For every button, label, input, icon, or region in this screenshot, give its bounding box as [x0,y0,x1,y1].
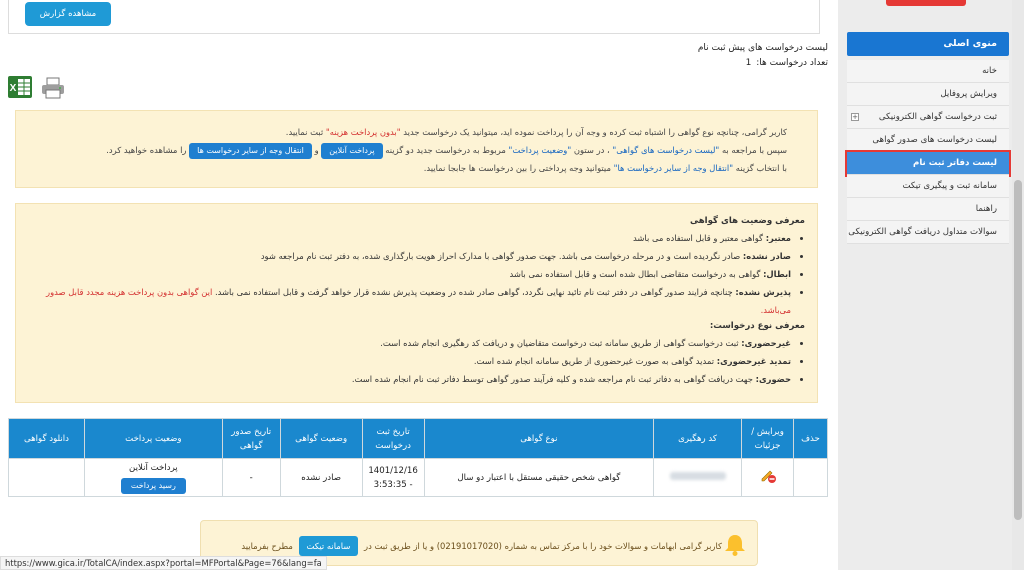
status-term: صادر نشده: [742,251,791,261]
sidebar-item-label: ثبت درخواست گواهی الکترونیکی [878,112,997,122]
col-certificate-status: وضعیت گواهی [280,419,362,459]
type-desc: جهت دریافت گواهی به دفاتر ثبت نام مراجعه شده و کلیه فرآیند صدور گواهی توسط دفاتر ثبت نام انجام شده است. [351,374,753,384]
request-type-list [28,334,805,388]
notice-line-3 [28,159,787,177]
sidebar-item-registration-offices[interactable]: لیست دفاتر ثبت نام [847,152,1009,175]
bell-icon [722,532,748,558]
requests-table [8,418,828,497]
notice-line-1 [28,123,787,141]
notice-link-text: "لیست درخواست های گواهی" [612,145,720,155]
notice-link-text: "انتقال وجه از سایر درخواست ها" [613,163,734,173]
request-types-title: معرفی نوع درخواست: [709,321,805,331]
sidebar-menu [847,60,1009,244]
sidebar-item-guide[interactable]: راهنما [847,198,1009,221]
status-desc: گواهی معتبر و قابل استفاده می باشد [632,233,764,243]
status-definitions-title: معرفی وضعیت های گواهی [690,216,805,226]
banner-text-part: مطرح بفرمایید [241,541,293,551]
support-banner-text [212,536,722,556]
status-bar-url: https://www.gica.ir/TotalCA/index.aspx?portal=MFPortal&Page=76&lang=fa [0,556,327,570]
view-report-button[interactable]: مشاهده گزارش [25,2,111,26]
sidebar-item-certificate-requests[interactable]: لیست درخواست های صدور گواهی [847,129,1009,152]
notice-text: کاربر گرامی، چنانچه نوع گواهی را اشتباه ثبت کرده و وجه آن را پرداخت نموده اید، میتوانید یک درخواست جدید [403,127,787,137]
online-payment-sample-button: پرداخت آنلاین [321,143,382,159]
status-term: ابطال: [763,269,791,279]
excel-export-icon[interactable] [8,76,32,98]
col-certificate-type: نوع گواهی [424,419,654,459]
notice-highlight: "بدون پرداخت هزینه" [325,127,401,137]
status-desc: صادر نگردیده است و در مرحله درخواست می باشد. جهت صدور گواهی با مدارک احراز هویت بارگذاری شده، به دفتر ثبت نام مراجعه شود [260,251,741,261]
col-issue-date: تاریخ صدور گواهی [222,419,280,459]
expand-plus-icon[interactable]: + [852,113,858,121]
notice-text: مربوط به درخواست جدید دو گزینه [385,145,506,155]
issue-date-cell: - [222,459,280,497]
sidebar-item-ticket-system[interactable]: سامانه ثبت و پیگیری تیکت [847,175,1009,198]
notice-text: ، در ستون [573,145,610,155]
notice-text: را مشاهده خواهید کرد. [106,145,187,155]
print-icon[interactable] [40,77,66,99]
report-panel [8,0,820,34]
certificate-type-cell: گواهی شخص حقیقی مستقل با اعتبار دو سال [424,459,654,497]
notice-text: میتوانید وجه پرداختی را بین درخواست ها جابجا نمایید. [423,163,611,173]
status-note: این گواهی بدون پرداخت هزینه مجدد قابل صدور می‌باشد. [46,287,791,315]
sidebar-item-edit-profile[interactable]: ویرایش پروفایل [847,83,1009,106]
status-term: پذیرش نشده: [735,287,791,297]
sidebar-header: منوی اصلی [847,32,1009,56]
status-definitions-panel [15,203,818,403]
type-desc: ثبت درخواست گواهی از طریق سامانه ثبت درخواست متقاضیان و دریافت کد رهگیری انجام شده است. [380,338,739,348]
notice-text: با انتخاب گزینه [735,163,787,173]
type-term: غیرحضوری: [741,338,791,348]
tracking-code-redacted [670,472,726,480]
type-item-remote-renewal [28,352,791,370]
edit-details-icon[interactable] [759,466,777,484]
col-edit: ویرایش / جزئیات [742,419,794,459]
notice-link-text: "وضعیت پرداخت" [508,145,572,155]
sidebar-item-faq[interactable]: سوالات متداول دریافت گواهی الکترونیکی [847,221,1009,244]
status-item-valid [28,229,791,247]
status-list [28,229,805,319]
certificate-status-cell: صادر نشده [280,459,362,497]
col-download: دانلود گواهی [9,419,85,459]
col-request-date: تاریخ ثبت درخواست [362,419,424,459]
payment-status-text: پرداخت آنلاین [129,463,178,473]
page-title: لیست درخواست های پیش ثبت نام [697,43,828,53]
type-term: تمدید غیرحضوری: [716,356,791,366]
edit-cell [742,459,794,497]
col-tracking-code: کد رهگیری [654,419,742,459]
request-count-value: 1 [745,58,752,68]
table-header-row [9,419,828,459]
payment-status-cell [84,459,222,497]
notice-text: ثبت نمایید. [285,127,324,137]
col-delete: حذف [794,419,828,459]
type-term: حضوری: [755,374,791,384]
notice-text: و [314,145,319,155]
sidebar-item-new-certificate[interactable] [847,106,1009,129]
col-payment-status: وضعیت پرداخت [84,419,222,459]
status-desc: گواهی به درخواست متقاضی ابطال شده است و قابل استفاده نمی باشد [509,269,761,279]
svg-text:X: X [9,83,17,94]
payment-notice [15,110,818,188]
payment-receipt-button[interactable]: رسید پرداخت [121,478,186,494]
type-desc: تمدید گواهی به صورت غیرحضوری از طریق سامانه انجام شده است. [473,356,715,366]
scrollbar-thumb[interactable] [1014,180,1022,520]
status-item-revoked [28,265,791,283]
type-item-in-person [28,370,791,388]
status-desc: چنانچه فرایند صدور گواهی در دفتر ثبت نام تائید نهایی نگردد، گواهی صادر شده در وضعیت پذیرش نشده قرار خواهد گرفت و قابل استفاده نمی باشد. [214,287,733,297]
delete-cell [794,459,828,497]
request-count-label: تعداد درخواست ها: [756,58,828,68]
top-red-button-edge[interactable] [886,0,966,6]
status-term: معتبر: [765,233,791,243]
ticket-system-button[interactable]: سامانه تیکت [299,536,359,556]
table-row [9,459,828,497]
transfer-funds-sample-button: انتقال وجه از سایر درخواست ها [189,143,312,159]
notice-line-2 [28,141,787,159]
request-count [560,58,828,68]
sidebar-item-home[interactable]: خانه [847,60,1009,83]
request-date-cell: 1401/12/16 - 3:53:35 [362,459,424,497]
tracking-code-cell [654,459,742,497]
type-item-remote [28,334,791,352]
download-cell [9,459,85,497]
notice-text: سپس با مراجعه به [721,145,787,155]
status-item-not-issued [28,247,791,265]
banner-text-part: کاربر گرامی ابهامات و سوالات خود را با مرکز تماس به شماره (02191017020) و یا از طریق ثبت در [364,541,722,551]
status-item-not-accepted [28,283,791,319]
